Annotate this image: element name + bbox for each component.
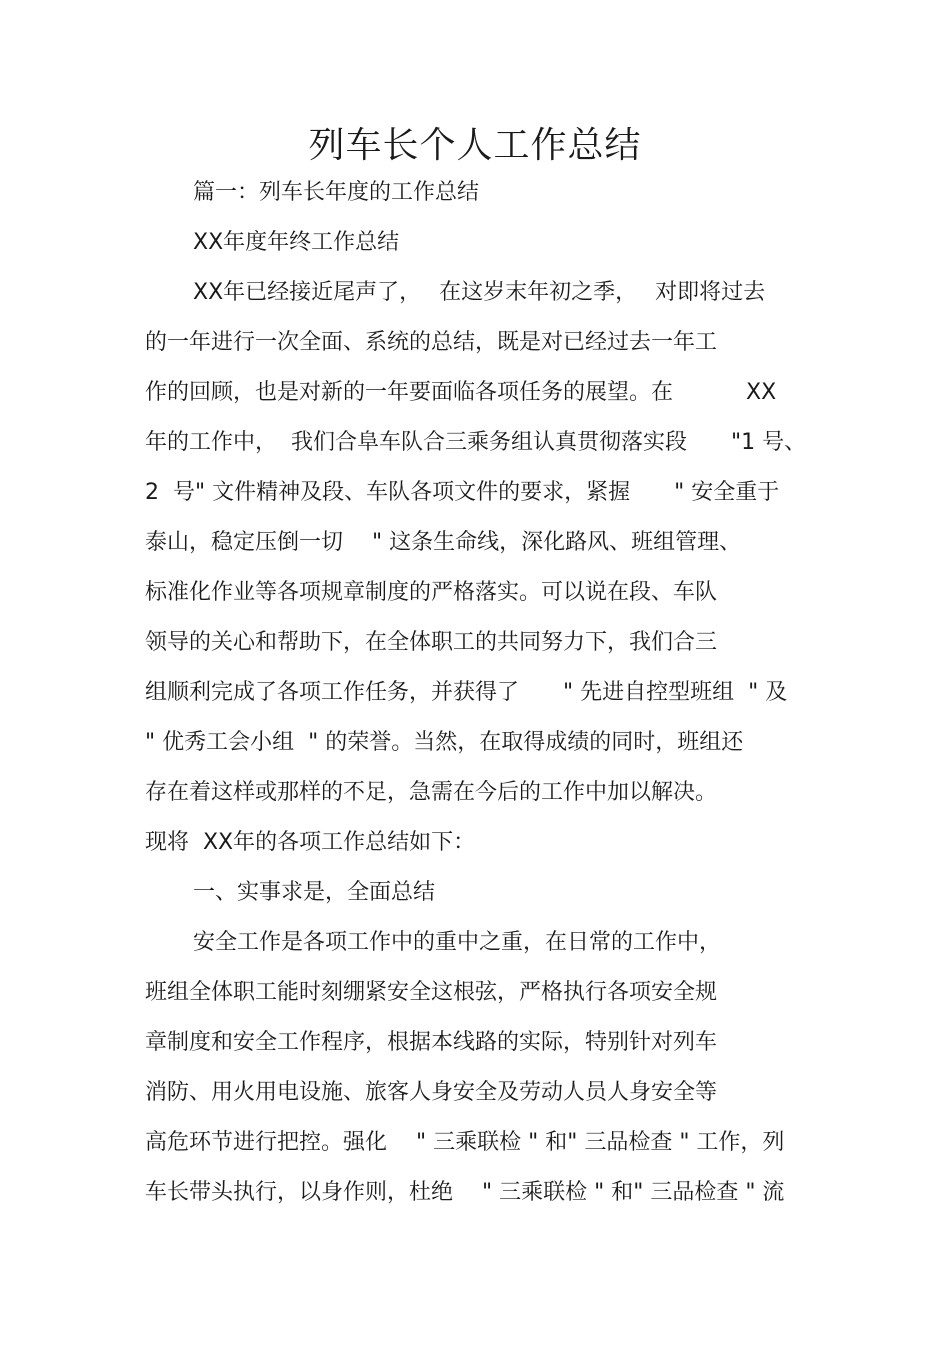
paragraph-line: 泰山，稳定压倒一切 " 这条生命线，深化路风、班组管理、 [145,530,742,555]
paragraph-line: 存在着这样或那样的不足，急需在今后的工作中加以解决。 [145,780,718,805]
paragraph-line: 章制度和安全工作程序，根据本线路的实际，特别针对列车 [145,1030,718,1055]
section-heading: 一、实事求是，全面总结 [193,880,436,905]
paragraph-line: 2 号" 文件精神及段、车队各项文件的要求，紧握 " 安全重于 [145,480,780,505]
paragraph-line: 年的工作中， 我们合阜车队合三乘务组认真贯彻落实段 "1 号、 [145,430,807,455]
paragraph-line: 的一年进行一次全面、系统的总结，既是对已经过去一年工 [145,330,718,355]
paragraph-line: 作的回顾，也是对新的一年要面临各项任务的展望。在 XX [145,380,777,405]
paragraph-line: XX年已经接近尾声了， 在这岁末年初之季， 对即将过去 [193,280,766,305]
paragraph-line: 组顺利完成了各项工作任务，并获得了 " 先进自控型班组 " 及 [145,680,788,705]
paragraph-line: 消防、用火用电设施、旅客人身安全及劳动人员人身安全等 [145,1080,718,1105]
paragraph-line: 车长带头执行，以身作则，杜绝 " 三乘联检 " 和" 三品检查 " 流 [145,1180,785,1205]
paragraph-line: " 优秀工会小组 " 的荣誉。当然，在取得成绩的同时，班组还 [145,730,744,755]
sub-heading: XX年度年终工作总结 [193,230,400,255]
document-title: 列车长个人工作总结 [308,125,642,166]
paragraph-line: 班组全体职工能时刻绷紧安全这根弦，严格执行各项安全规 [145,980,718,1005]
paragraph-line: 高危环节进行把控。强化 " 三乘联检 " 和" 三品检查 " 工作，列 [145,1130,785,1155]
section-heading: 篇一：列车长年度的工作总结 [193,180,480,205]
paragraph-line: 领导的关心和帮助下，在全体职工的共同努力下，我们合三 [145,630,718,655]
paragraph-line: 现将 XX年的各项工作总结如下： [145,830,476,855]
paragraph-line: 标准化作业等各项规章制度的严格落实。可以说在段、车队 [145,580,718,605]
paragraph-line: 安全工作是各项工作中的重中之重，在日常的工作中， [193,930,722,955]
